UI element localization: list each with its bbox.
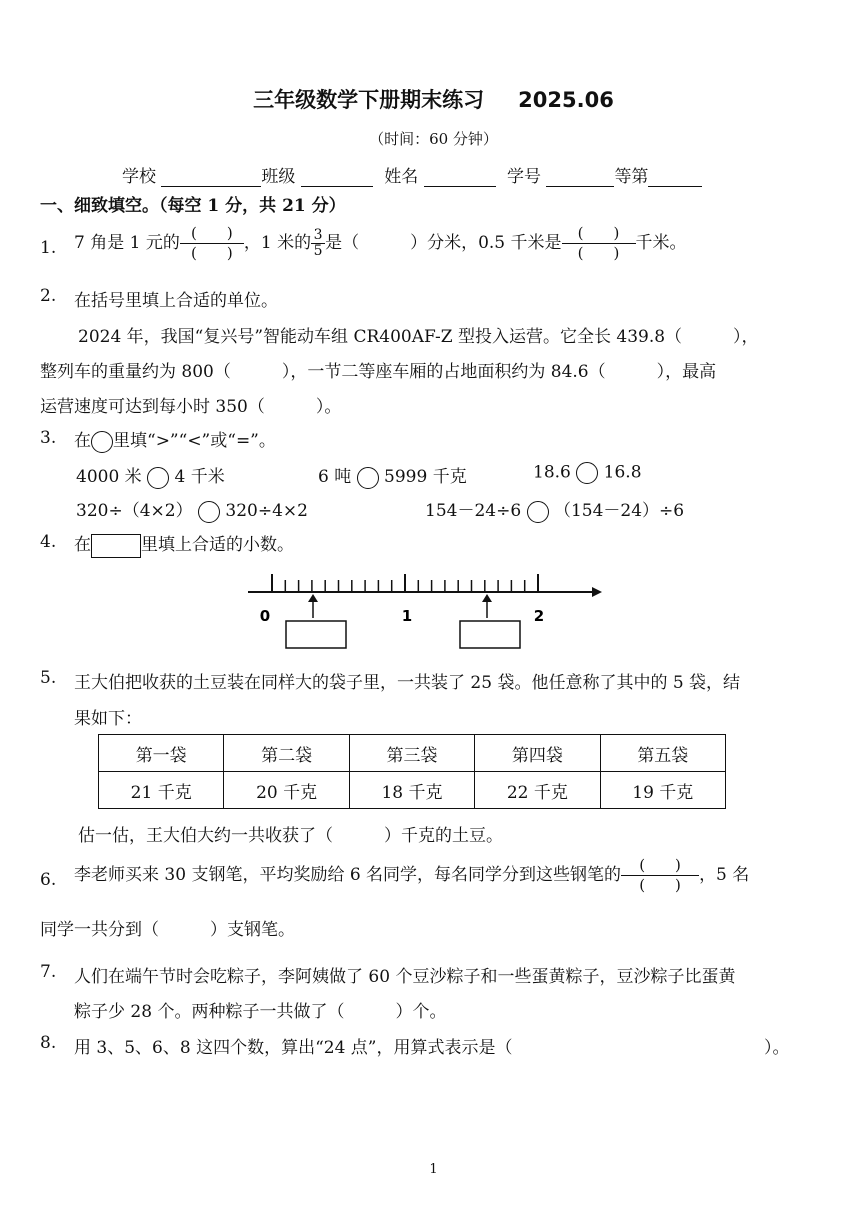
arrow-up-icon-1 bbox=[308, 594, 318, 618]
answer-box-2[interactable] bbox=[460, 621, 520, 648]
page-number: 1 bbox=[429, 1162, 438, 1177]
table-cell: 22 千克 bbox=[475, 772, 600, 809]
weights-table bbox=[98, 734, 726, 809]
q3-item-4: 320÷（4×2） 320÷4×2 bbox=[76, 501, 308, 521]
field-school-label: 学校 bbox=[122, 167, 156, 187]
q2-line3: 整列车的重量约为 800（ ），一节二等座车厢的占地面积约为 84.6（ ），最高 bbox=[40, 362, 717, 382]
q3-item-1: 4000 米 4 千米 bbox=[76, 467, 225, 487]
q4-number: 4. bbox=[40, 532, 57, 552]
q7-line2: 粽子少 28 个。两种粽子一共做了（ ）个。 bbox=[74, 1002, 447, 1022]
q3-compare-circle-2[interactable] bbox=[357, 467, 379, 489]
field-name-label: 姓名 bbox=[384, 167, 419, 187]
arrow-up-icon-2 bbox=[482, 594, 492, 618]
q3-compare-circle-3[interactable] bbox=[576, 462, 598, 484]
q1-text-c: 是（ ）分米，0.5 千米是 bbox=[325, 233, 562, 253]
q5-line1: 王大伯把收获的土豆装在同样大的袋子里，一共装了 25 袋。他任意称了其中的 5 袋，结 bbox=[74, 673, 741, 693]
field-id-label: 学号 bbox=[507, 167, 542, 187]
q3-item-2: 6 吨 5999 千克 bbox=[318, 467, 467, 487]
q2-line2: 2024 年，我国“复兴号”智能动车组 CR400AF-Z 型投入运营。它全长 439.8（ ）， bbox=[78, 327, 759, 347]
q3-number: 3. bbox=[40, 428, 57, 448]
q3-item-5: 154－24÷6 （154－24）÷6 bbox=[425, 501, 685, 521]
table-cell: 20 千克 bbox=[224, 772, 349, 809]
table-row bbox=[99, 772, 726, 809]
q5-line3: 估一估，王大伯大约一共收获了（ ）千克的土豆。 bbox=[78, 826, 503, 846]
q2-line1: 在括号里填上合适的单位。 bbox=[74, 291, 278, 311]
table-header-row bbox=[99, 735, 726, 772]
table-header-cell: 第三袋 bbox=[349, 735, 474, 772]
field-class-label: 班级 bbox=[261, 167, 296, 187]
q1-text-b: ，1 米的 bbox=[243, 233, 312, 253]
time-note: （时间：60 分钟） bbox=[369, 130, 498, 148]
q3-intro: 在 里填“>”“<”或“=”。 bbox=[74, 431, 276, 451]
q6-number: 6. bbox=[40, 870, 57, 890]
q8-number: 8. bbox=[40, 1033, 57, 1053]
field-grade-label: 等第 bbox=[614, 167, 649, 187]
q8-line1-end: ）。 bbox=[764, 1038, 790, 1058]
box-icon bbox=[91, 534, 141, 558]
q2-line4: 运营速度可达到每小时 350（ ）。 bbox=[40, 397, 342, 417]
table-header-cell: 第四袋 bbox=[475, 735, 600, 772]
q1-text-d: 千米。 bbox=[635, 233, 687, 253]
q4-intro: 在 里填上合适的小数。 bbox=[74, 530, 294, 558]
number-line-ticks bbox=[272, 574, 538, 592]
title-text: 三年级数学下册期末练习 bbox=[253, 88, 485, 112]
label-0: 0 bbox=[259, 607, 271, 625]
table-cell: 19 千克 bbox=[600, 772, 725, 809]
q1-text-a: 7 角是 1 元的 bbox=[74, 233, 180, 253]
q8-line1: 用 3、5、6、8 这四个数，算出“24 点”，用算式表示是（ bbox=[74, 1038, 513, 1058]
q7-number: 7. bbox=[40, 962, 57, 982]
table-header-cell: 第一袋 bbox=[99, 735, 224, 772]
q6-line1: 李老师买来 30 支钢笔，平均奖励给 6 名同学，每名同学分到这些钢笔的 $\frac{( )}{( )}$ ，5 名 bbox=[74, 856, 750, 894]
q3-item-3: 18.6 16.8 bbox=[533, 462, 642, 483]
answer-box-1[interactable] bbox=[286, 621, 346, 648]
q1-fraction-3-5: $\frac{3}{5}$ bbox=[311, 228, 325, 259]
field-school-blank[interactable] bbox=[161, 168, 261, 187]
q3-compare-circle-4[interactable] bbox=[198, 501, 220, 523]
field-grade-blank[interactable] bbox=[648, 168, 702, 187]
q1-fraction-blank-2[interactable]: $\frac{( )}{( )}$ bbox=[562, 224, 636, 263]
field-name-blank[interactable] bbox=[424, 168, 496, 187]
q3-compare-circle-5[interactable] bbox=[527, 501, 549, 523]
q6-line2: 同学一共分到（ ）支钢笔。 bbox=[40, 920, 295, 940]
field-id-blank[interactable] bbox=[546, 168, 614, 187]
student-info-row bbox=[122, 162, 702, 187]
table-cell: 21 千克 bbox=[99, 772, 224, 809]
table-header-cell: 第五袋 bbox=[600, 735, 725, 772]
q1-line bbox=[74, 224, 687, 263]
q2-number: 2. bbox=[40, 286, 57, 306]
q1-fraction-blank-1[interactable]: $\frac{( )}{( )}$ bbox=[180, 224, 244, 263]
q5-line2: 果如下： bbox=[74, 709, 142, 729]
number-line bbox=[240, 568, 610, 652]
title-date: 2025.06 bbox=[518, 88, 614, 112]
table-cell: 18 千克 bbox=[349, 772, 474, 809]
circle-icon bbox=[91, 431, 113, 453]
q5-number: 5. bbox=[40, 668, 57, 688]
table-header-cell: 第二袋 bbox=[224, 735, 349, 772]
q1-number: 1. bbox=[40, 238, 57, 258]
label-1: 1 bbox=[401, 607, 413, 625]
label-2: 2 bbox=[533, 607, 545, 625]
q6-fraction-blank[interactable]: $\frac{( )}{( )}$ bbox=[621, 856, 699, 895]
page-title bbox=[0, 84, 867, 114]
number-line-arrow bbox=[592, 587, 602, 597]
field-class-blank[interactable] bbox=[301, 168, 373, 187]
section-heading: 一、细致填空。（每空 1 分，共 21 分） bbox=[40, 196, 346, 216]
q3-compare-circle-1[interactable] bbox=[147, 467, 169, 489]
q7-line1: 人们在端午节时会吃粽子，李阿姨做了 60 个豆沙粽子和一些蛋黄粽子，豆沙粽子比蛋黄 bbox=[74, 967, 736, 987]
